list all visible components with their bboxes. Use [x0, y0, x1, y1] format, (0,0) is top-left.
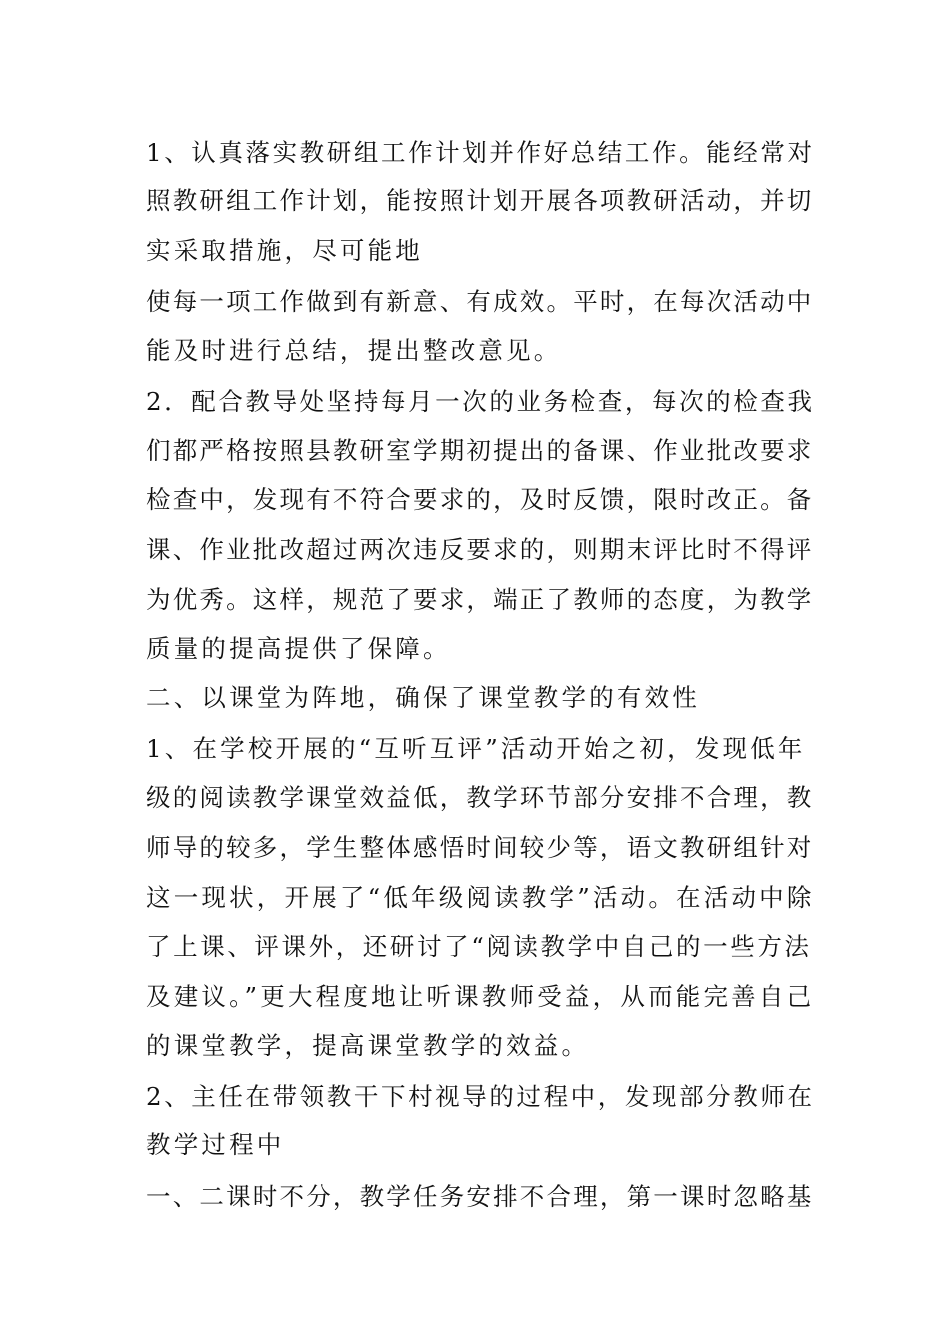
- text-line: 能及时进行总结，提出整改意见。: [146, 336, 562, 365]
- text-line: 质量的提高提供了保障。: [146, 634, 451, 663]
- text-line: 使每一项工作做到有新意、有成效。平时，在每次活动中: [146, 287, 814, 316]
- text-line: 课、作业批改超过两次违反要求的，则期末评比时不得评: [146, 535, 814, 564]
- text-line: 及建议。”更大程度地让听课教师受益，从而能完善自己: [146, 982, 815, 1011]
- text-line: 2．配合教导处坚持每月一次的业务检查，每次的检查我: [146, 387, 815, 416]
- section-heading: 二、以课堂为阵地，确保了课堂教学的有效性: [146, 683, 700, 712]
- text-line: 照教研组工作计划，能按照计划开展各项教研活动，并切: [146, 186, 814, 215]
- text-line: 教学过程中: [146, 1130, 285, 1159]
- text-line: 为优秀。这样，规范了要求，端正了教师的态度，为教学: [146, 585, 814, 614]
- text-line: 了上课、评课外，还研讨了“阅读教学中自己的一些方法: [146, 932, 812, 961]
- text-line: 师导的较多，学生整体感悟时间较少等，语文教研组针对: [146, 833, 814, 862]
- text-line: 2、主任在带领教干下村视导的过程中，发现部分教师在: [146, 1082, 815, 1111]
- text-line: 1、认真落实教研组工作计划并作好总结工作。能经常对: [146, 138, 815, 167]
- text-line: 的课堂教学，提高课堂教学的效益。: [146, 1031, 590, 1060]
- text-line: 这一现状，开展了“低年级阅读教学”活动。在活动中除: [146, 883, 815, 912]
- text-line: 检查中，发现有不符合要求的，及时反馈，限时改正。备: [146, 485, 814, 514]
- text-line: 一、二课时不分，教学任务安排不合理，第一课时忽略基: [146, 1182, 814, 1211]
- text-line: 1、在学校开展的“互听互评”活动开始之初，发现低年: [146, 734, 806, 763]
- text-line: 实采取措施，尽可能地: [146, 236, 423, 265]
- text-line: 级的阅读教学课堂效益低，教学环节部分安排不合理，教: [146, 783, 814, 812]
- text-line: 们都严格按照县教研室学期初提出的备课、作业批改要求: [146, 436, 814, 465]
